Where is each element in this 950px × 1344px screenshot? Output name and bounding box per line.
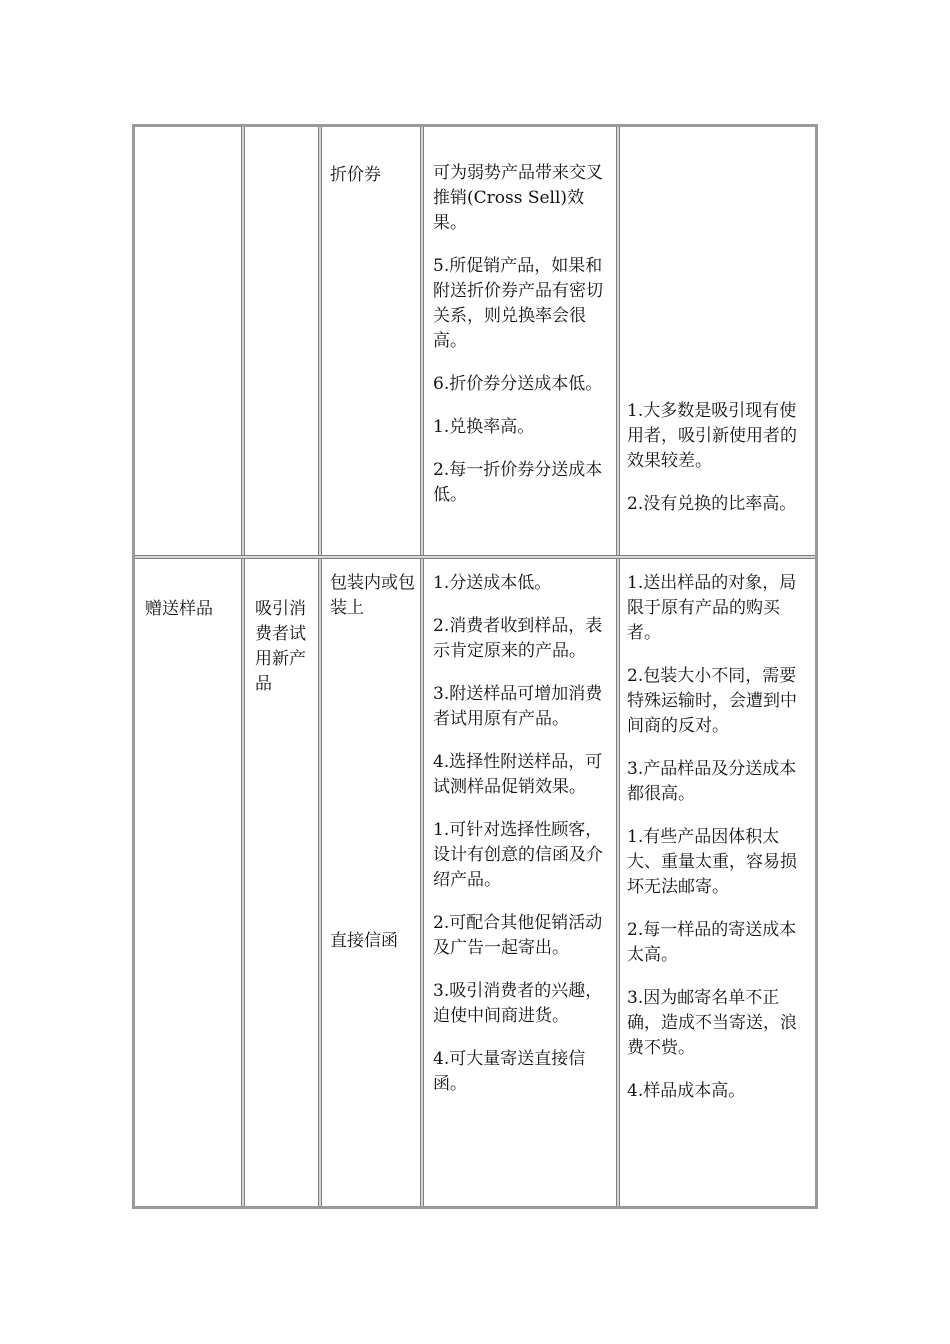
advantage-item: 2.每一折价券分送成本低。 bbox=[433, 460, 603, 505]
disadvantage-item: 2.每一样品的寄送成本太高。 bbox=[627, 920, 797, 965]
advantage-item: 2.消费者收到样品，表示肯定原来的产品。 bbox=[433, 616, 603, 661]
disadvantage-item: 2.包装大小不同，需要特殊运输时，会遭到中间商的反对。 bbox=[627, 666, 797, 736]
disadvantage-item: 2.没有兑换的比率高。 bbox=[627, 494, 797, 514]
method-label: 折价券 bbox=[330, 165, 381, 185]
purpose-label: 吸引消费者试用新产品 bbox=[255, 599, 306, 694]
cell-method-coupon bbox=[330, 163, 416, 188]
cell-advantages-coupon bbox=[433, 161, 611, 526]
disadvantage-item: 1.有些产品因体积太大、重量太重，容易损坏无法邮寄。 bbox=[627, 827, 797, 897]
advantage-item: 可为弱势产品带来交叉推销(Cross Sell)效果。 bbox=[433, 163, 603, 233]
cell-advantages-sample bbox=[433, 571, 613, 1115]
advantage-item: 1.兑换率高。 bbox=[433, 417, 535, 437]
method-label: 直接信函 bbox=[330, 931, 398, 951]
disadvantage-item: 1.大多数是吸引现有使用者，吸引新使用者的效果较差。 bbox=[627, 401, 797, 471]
column-divider bbox=[420, 127, 424, 1206]
cell-disadvantages-coupon bbox=[627, 399, 811, 535]
advantage-item: 4.选择性附送样品，可试测样品促销效果。 bbox=[433, 752, 603, 797]
advantage-item: 3.附送样品可增加消费者试用原有产品。 bbox=[433, 684, 603, 729]
disadvantage-item: 3.因为邮寄名单不正确，造成不当寄送，浪费不赀。 bbox=[627, 988, 797, 1058]
cell-promotion-type bbox=[145, 597, 235, 622]
disadvantage-item: 3.产品样品及分送成本都很高。 bbox=[627, 759, 797, 804]
row-divider bbox=[135, 555, 815, 559]
advantage-item: 3.吸引消费者的兴趣，迫使中间商进货。 bbox=[433, 981, 603, 1026]
cell-method-direct-mail bbox=[330, 929, 416, 954]
column-divider bbox=[318, 127, 322, 1206]
advantage-item: 5.所促销产品，如果和附送折价券产品有密切关系，则兑换率会很高。 bbox=[433, 256, 603, 351]
cell-purpose bbox=[255, 597, 315, 697]
cell-disadvantages-sample bbox=[627, 571, 811, 1122]
column-divider bbox=[616, 127, 620, 1206]
disadvantage-item: 4.样品成本高。 bbox=[627, 1081, 746, 1101]
advantage-item: 4.可大量寄送直接信函。 bbox=[433, 1049, 586, 1094]
advantage-item: 6.折价券分送成本低。 bbox=[433, 374, 603, 394]
advantage-item: 2.可配合其他促销活动及广告一起寄出。 bbox=[433, 913, 603, 958]
promotion-table bbox=[132, 124, 818, 1209]
advantage-item: 1.可针对选择性顾客，设计有创意的信函及介绍产品。 bbox=[433, 820, 603, 890]
promotion-type-label: 赠送样品 bbox=[145, 599, 213, 619]
advantage-item: 1.分送成本低。 bbox=[433, 573, 552, 593]
column-divider bbox=[241, 127, 245, 1206]
disadvantage-item: 1.送出样品的对象，局限于原有产品的购买者。 bbox=[627, 573, 797, 643]
cell-method-package bbox=[330, 571, 416, 621]
method-label: 包装内或包装上 bbox=[330, 573, 415, 618]
